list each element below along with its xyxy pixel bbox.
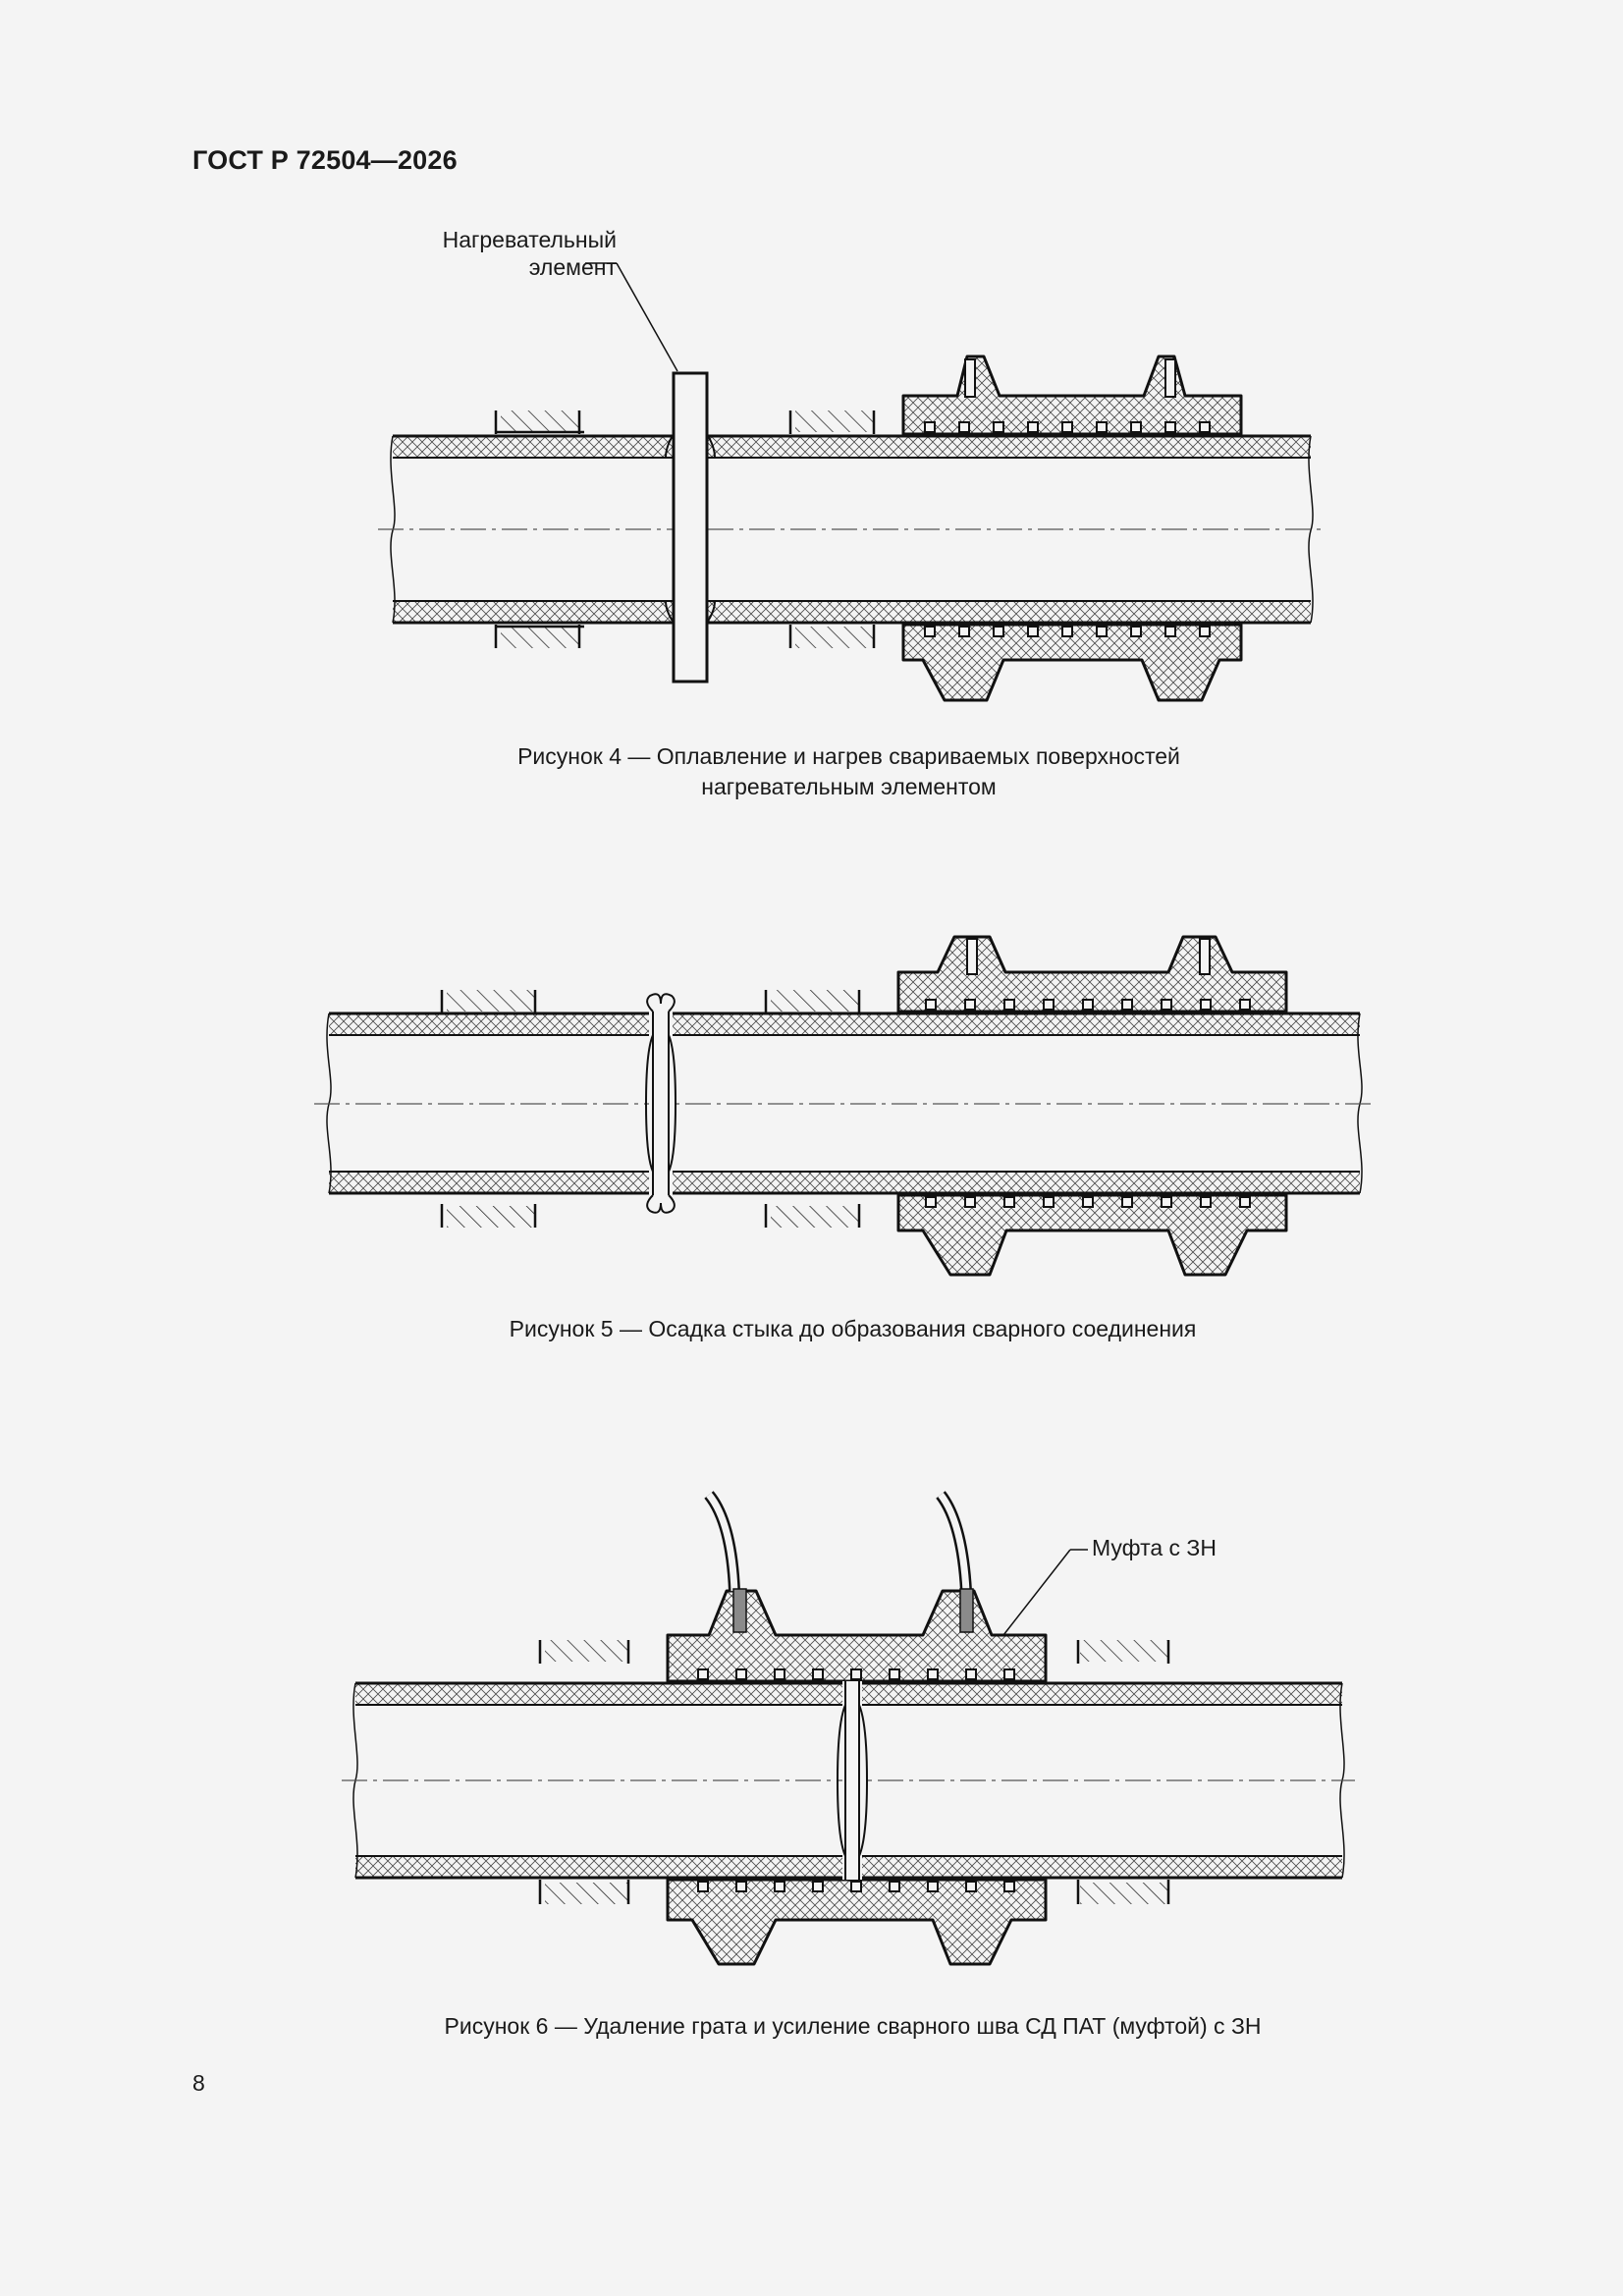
page-number: 8 xyxy=(192,2070,205,2096)
document-header: ГОСТ Р 72504—2026 xyxy=(192,145,458,175)
heating-element-leader xyxy=(585,263,677,371)
figure-5-drawing xyxy=(0,913,1623,1306)
fitting-bottom xyxy=(898,1195,1286,1275)
figure-4-drawing xyxy=(0,216,1623,707)
figure-6-caption: Рисунок 6 — Удаление грата и усиление сварного шва СД ПАТ (муфтой) с ЗН xyxy=(444,2013,1262,2039)
figure-5-caption: Рисунок 5 — Осадка стыка до образования сварного соединения xyxy=(509,1316,1197,1341)
fitting-top xyxy=(898,937,1286,1011)
clamp-bottom-right xyxy=(790,625,874,648)
clamp-top-left xyxy=(496,410,584,434)
coupling-label: Муфта с ЗН xyxy=(1092,1535,1217,1560)
clamp-bottom-left xyxy=(496,625,584,648)
heating-element-plate xyxy=(666,373,715,682)
pipe-walls xyxy=(378,436,1325,623)
figure-5 xyxy=(0,913,1623,1365)
coupling-bottom xyxy=(668,1880,1046,1964)
figure-4-caption: Рисунок 4 — Оплавление и нагрев свариваемых поверхностей нагревательным элементом xyxy=(517,743,1180,799)
pipe-walls xyxy=(314,1013,1375,1193)
coupling-top xyxy=(668,1591,1046,1681)
heating-element-label: Нагревательный элемент xyxy=(442,227,617,280)
clamp-top-right xyxy=(790,410,874,434)
coupling-leader xyxy=(1003,1550,1088,1635)
weld-bead xyxy=(646,994,676,1213)
fitting-bottom xyxy=(903,625,1241,700)
figure-6 xyxy=(0,1473,1623,2062)
fitting-top xyxy=(903,356,1241,434)
figure-6-drawing xyxy=(0,1473,1623,1974)
figure-4 xyxy=(0,216,1623,825)
